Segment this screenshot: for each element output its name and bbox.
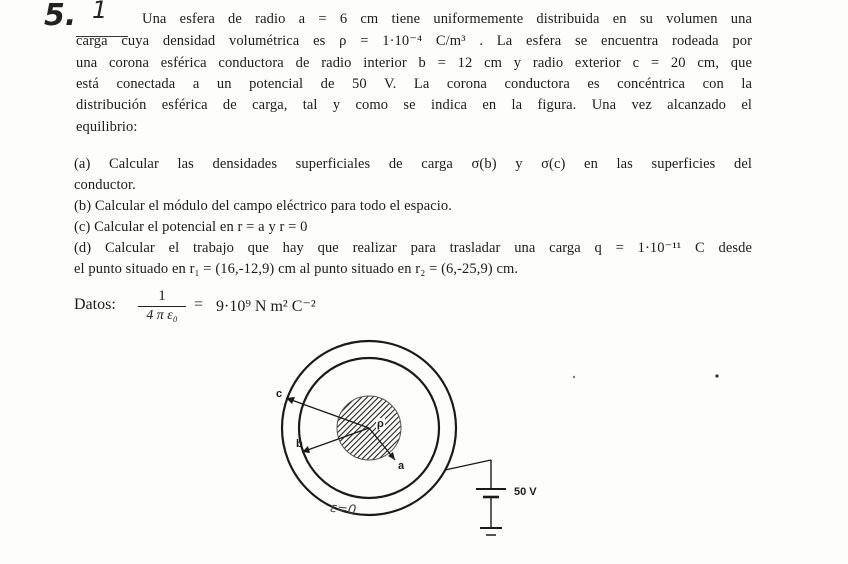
handwritten-annotation: ε=0 [329,500,357,519]
question-d: (d) Calcular el trabajo que hay que realizar para trasladar una carga q = 1·10⁻¹¹ C desde [74,240,752,256]
question-a-cont: conductor. [74,177,136,193]
statement-line-5: distribución esférica de carga, tal y como se indica en la figura. Una vez alcanzado el [76,97,752,113]
label-a: a [398,460,405,472]
coulomb-constant-value: 9·10⁹ N m² C⁻² [216,298,316,315]
handwritten-mark: 1 [92,0,108,24]
speck-mark [715,374,718,377]
question-a: (a) Calcular las densidades superficiales de carga σ(b) y σ(c) en las superficies del [74,156,752,172]
handwritten-problem-number: 5. [44,0,77,33]
statement-line-2: carga cuya densidad volumétrica es ρ = 1·10⁻⁴ C/m³ . La esfera se encuentra rodeada por [76,33,752,49]
statement-line-3: una corona esférica conductora de radio interior b = 12 cm y radio exterior c = 20 cm, que [76,55,752,71]
equals-sign: = [194,296,204,313]
question-c: (c) Calcular el potencial en r = a y r = 0 [74,219,308,235]
voltage-label: 50 V [514,486,537,498]
label-rho: ρ [377,418,384,430]
statement-line-6: equilibrio: [76,119,138,135]
speck-mark [573,376,575,378]
statement-line-1: Una esfera de radio a = 6 cm tiene uniformemente distribuida en su volumen una [142,11,752,27]
ground-wire [445,460,491,470]
label-b: b [296,438,303,450]
fraction-denominator: 4 π ε₀ [146,308,178,323]
datos-label: Datos: [74,296,116,313]
statement-line-4: está conectada a un potencial de 50 V. La corona conductora es concéntrica con la [76,76,752,92]
question-b: (b) Calcular el módulo del campo eléctrico para todo el espacio. [74,198,453,214]
label-c: c [276,388,283,400]
question-d-cont: el punto situado en r₁ = (16,-12,9) cm al punto situado en r₂ = (6,-25,9) cm. [74,261,519,277]
fraction-numerator: 1 [138,288,186,307]
